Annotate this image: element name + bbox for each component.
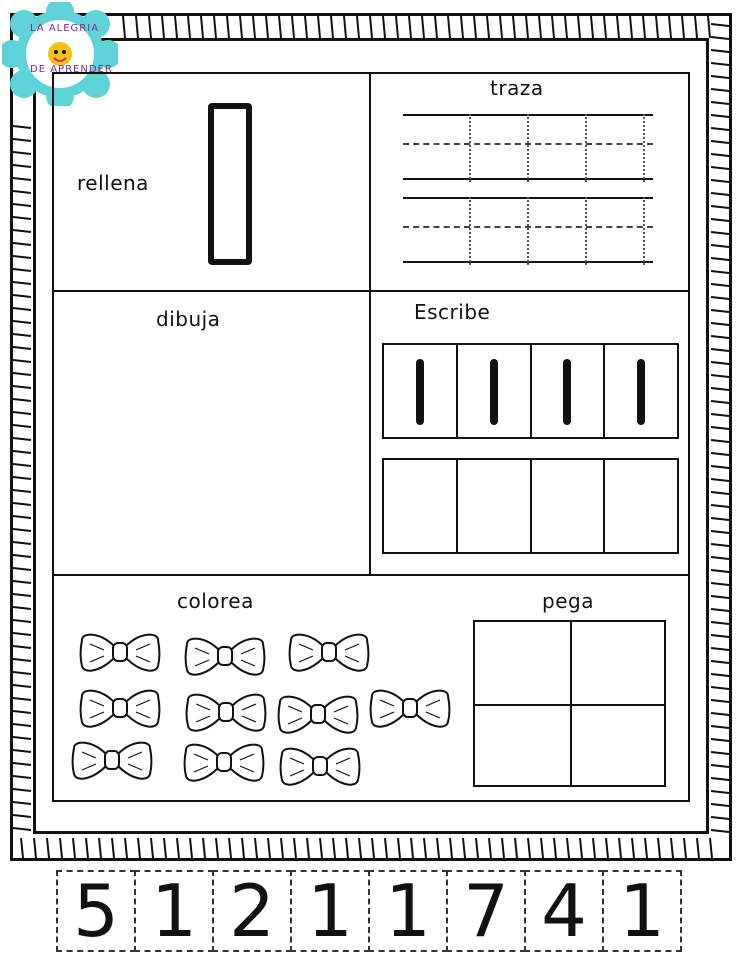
strip-number[interactable]: 4 xyxy=(524,870,604,952)
model-cell xyxy=(384,345,458,437)
strip-number[interactable]: 1 xyxy=(368,870,448,952)
strip-number[interactable]: 1 xyxy=(134,870,214,952)
model-cells xyxy=(382,343,679,439)
digit-stroke xyxy=(637,359,645,425)
model-cell xyxy=(458,345,532,437)
bow-icon[interactable] xyxy=(183,632,267,680)
strip-number[interactable]: 1 xyxy=(602,870,682,952)
bow-icon[interactable] xyxy=(78,684,162,732)
write-cell[interactable] xyxy=(605,460,677,552)
write-cells[interactable] xyxy=(382,458,679,554)
bow-icon[interactable] xyxy=(287,628,371,676)
logo-text-bottom: DE APRENDER xyxy=(30,64,113,75)
bow-icon[interactable] xyxy=(182,738,266,786)
digit-stroke xyxy=(563,359,571,425)
section-label-pega: pega xyxy=(542,589,594,613)
strip-number[interactable]: 1 xyxy=(290,870,370,952)
drawing-area[interactable] xyxy=(54,340,368,572)
write-cell[interactable] xyxy=(384,460,458,552)
digit-stroke xyxy=(490,359,498,425)
section-label-traza: traza xyxy=(490,76,544,100)
section-label-rellena: rellena xyxy=(77,171,149,195)
write-cell[interactable] xyxy=(458,460,532,552)
write-cell[interactable] xyxy=(532,460,606,552)
strip-number[interactable]: 2 xyxy=(212,870,292,952)
bow-icon[interactable] xyxy=(368,684,452,732)
model-cell xyxy=(532,345,606,437)
trace-line-1[interactable] xyxy=(403,114,653,182)
paste-grid[interactable] xyxy=(473,620,666,787)
divider-vertical xyxy=(369,72,371,575)
section-label-escribe: Escribe xyxy=(414,300,491,324)
digit-stroke xyxy=(416,359,424,425)
divider-row-1 xyxy=(52,290,690,292)
trace-line-2[interactable] xyxy=(403,197,653,265)
bow-icon[interactable] xyxy=(278,742,362,790)
strip-number[interactable]: 7 xyxy=(446,870,526,952)
number-outline[interactable] xyxy=(208,103,252,265)
bow-icon[interactable] xyxy=(276,690,360,738)
logo-text-top: LA ALEGRIA xyxy=(30,23,100,34)
number-strip xyxy=(56,870,696,952)
section-label-colorea: colorea xyxy=(177,589,254,613)
divider-row-2 xyxy=(52,574,690,576)
model-cell xyxy=(605,345,677,437)
bow-icon[interactable] xyxy=(184,688,268,736)
strip-number[interactable]: 5 xyxy=(56,870,136,952)
bow-icon[interactable] xyxy=(78,628,162,676)
section-label-dibuja: dibuja xyxy=(156,307,221,331)
bow-icon[interactable] xyxy=(70,736,154,784)
